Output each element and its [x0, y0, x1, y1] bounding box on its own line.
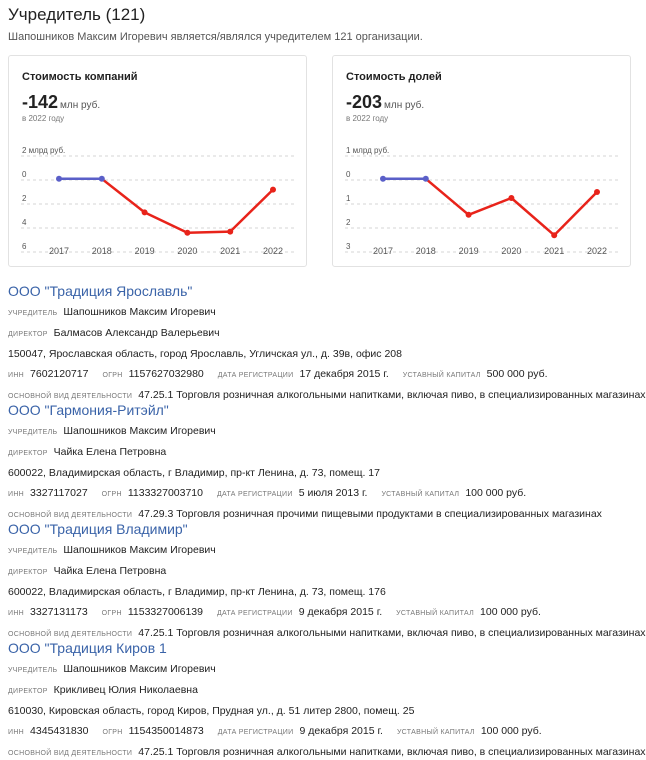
x-tick-label: 2022 — [262, 246, 284, 256]
org-reg-date: 9 декабря 2015 г. — [298, 606, 383, 618]
x-tick-label: 2020 — [501, 246, 522, 256]
data-point — [56, 176, 62, 182]
y-tick-label: 1 — [346, 194, 351, 203]
page-header — [8, 4, 638, 43]
data-point — [270, 187, 276, 193]
org-address: 600022, Владимирская область, г Владимир, пр-кт Ленина, д. 73, помещ. 17 — [8, 467, 380, 479]
ogrn-label: ОГРН — [101, 491, 122, 498]
y-tick-label: 2 млрд руб. — [22, 146, 66, 155]
card-title: Стоимость компаний — [22, 71, 138, 83]
org-founder-row — [8, 544, 644, 558]
org-address: 150047, Ярославская область, город Ярославль, Угличская ул., д. 39в, офис 208 — [8, 348, 402, 360]
org-address: 600022, Владимирская область, г Владимир, пр-кт Ленина, д. 73, помещ. 176 — [8, 586, 386, 598]
director-label: ДИРЕКТОР — [8, 450, 48, 457]
org-reg-date: 17 декабря 2015 г. — [299, 368, 389, 380]
org-name-link[interactable]: ООО "Гармония-Ритэйл" — [8, 402, 169, 418]
founder-label: УЧРЕДИТЕЛЬ — [8, 667, 58, 674]
org-card — [8, 283, 644, 403]
reg-date-label: ДАТА РЕГИСТРАЦИИ — [217, 372, 294, 379]
data-point — [594, 189, 600, 195]
series-line-segment — [187, 232, 230, 233]
org-director-row — [8, 446, 644, 460]
series-line-segment — [426, 179, 469, 215]
x-tick-label: 2019 — [458, 246, 479, 256]
capital-label: УСТАВНЫЙ КАПИТАЛ — [402, 372, 481, 379]
series-line-segment — [230, 190, 273, 232]
reg-date-label: ДАТА РЕГИСТРАЦИИ — [216, 491, 293, 498]
founder-label: УЧРЕДИТЕЛЬ — [8, 429, 58, 436]
director-label: ДИРЕКТОР — [8, 569, 48, 576]
x-tick-label: 2017 — [48, 246, 70, 256]
data-point — [184, 230, 190, 236]
org-founder[interactable]: Шапошников Максим Игоревич — [63, 306, 216, 318]
org-card — [8, 640, 644, 760]
y-tick-label: 0 — [22, 170, 27, 179]
page-subtitle: Шапошников Максим Игоревич является/являлся учредителем 121 организации. — [8, 31, 423, 43]
card-period: в 2022 году — [346, 114, 389, 123]
series-line-segment — [554, 192, 597, 235]
card-value-unit: млн руб. — [384, 100, 425, 111]
y-tick-label: 2 — [22, 194, 27, 203]
y-tick-label: 3 — [346, 242, 351, 251]
org-capital: 100 000 руб. — [480, 606, 541, 618]
inn-label: ИНН — [8, 610, 25, 617]
org-requisites-row — [8, 368, 644, 382]
x-tick-label: 2020 — [177, 246, 198, 256]
company-value-chart — [9, 56, 308, 268]
activity-label: ОСНОВНОЙ ВИД ДЕЯТЕЛЬНОСТИ — [8, 393, 133, 400]
org-founder-row — [8, 425, 644, 439]
org-activity: 47.25.1 Торговля розничная алкогольными напитками, включая пиво, в специализированных магазинах — [138, 389, 646, 401]
org-card — [8, 521, 644, 641]
inn-label: ИНН — [8, 372, 25, 379]
org-inn: 4345431830 — [30, 725, 89, 737]
org-activity-row — [8, 627, 644, 641]
activity-label: ОСНОВНОЙ ВИД ДЕЯТЕЛЬНОСТИ — [8, 750, 133, 757]
org-name-link[interactable]: ООО "Традиция Владимир" — [8, 521, 188, 537]
data-point — [508, 195, 514, 201]
org-reg-date: 9 декабря 2015 г. — [299, 725, 383, 737]
y-tick-label: 4 — [22, 218, 27, 227]
org-director[interactable]: Крикливец Юлия Николаевна — [53, 684, 198, 696]
org-card — [8, 402, 644, 522]
company-value-card — [8, 55, 307, 267]
org-activity-row — [8, 508, 644, 522]
series-line-segment — [469, 198, 512, 215]
inn-label: ИНН — [8, 491, 25, 498]
org-capital: 100 000 руб. — [480, 725, 542, 737]
founder-label: УЧРЕДИТЕЛЬ — [8, 310, 58, 317]
activity-label: ОСНОВНОЙ ВИД ДЕЯТЕЛЬНОСТИ — [8, 631, 133, 638]
org-activity-row — [8, 746, 644, 760]
capital-label: УСТАВНЫЙ КАПИТАЛ — [396, 610, 475, 617]
org-activity: 47.29.3 Торговля розничная прочими пищевыми продуктами в специализированных магазинах — [138, 508, 602, 520]
ogrn-label: ОГРН — [102, 372, 123, 379]
data-point — [227, 229, 233, 235]
director-label: ДИРЕКТОР — [8, 688, 48, 695]
org-founder-row — [8, 663, 644, 677]
org-address: 610030, Кировская область, город Киров, Прудная ул., д. 51 литер 2800, помещ. 25 — [8, 705, 415, 717]
org-founder-row — [8, 306, 644, 320]
org-activity: 47.25.1 Торговля розничная алкогольными напитками, включая пиво, в специализированных магазинах — [138, 627, 646, 639]
x-tick-label: 2022 — [586, 246, 608, 256]
inn-label: ИНН — [8, 729, 25, 736]
org-capital: 500 000 руб. — [486, 368, 548, 380]
org-requisites-row — [8, 606, 644, 620]
x-tick-label: 2018 — [91, 246, 112, 256]
x-tick-label: 2019 — [134, 246, 155, 256]
org-director[interactable]: Чайка Елена Петровна — [53, 446, 167, 458]
org-capital: 100 000 руб. — [465, 487, 527, 499]
card-value-number: -142 — [22, 92, 59, 112]
capital-label: УСТАВНЫЙ КАПИТАЛ — [396, 729, 475, 736]
org-name-link[interactable]: ООО "Традиция Ярославль" — [8, 283, 193, 299]
capital-label: УСТАВНЫЙ КАПИТАЛ — [381, 491, 460, 498]
activity-label: ОСНОВНОЙ ВИД ДЕЯТЕЛЬНОСТИ — [8, 512, 133, 519]
ogrn-label: ОГРН — [101, 610, 122, 617]
org-name-link[interactable]: ООО "Традиция Киров 1 — [8, 640, 167, 656]
y-tick-label: 1 млрд руб. — [346, 146, 390, 155]
org-founder[interactable]: Шапошников Максим Игоревич — [63, 544, 216, 556]
data-point — [380, 176, 386, 182]
org-ogrn: 1157627032980 — [128, 368, 204, 380]
data-point — [551, 232, 557, 238]
org-requisites-row — [8, 725, 644, 739]
org-director[interactable]: Чайка Елена Петровна — [53, 565, 167, 577]
card-value-unit: млн руб. — [60, 100, 101, 111]
org-founder[interactable]: Шапошников Максим Игоревич — [63, 663, 216, 675]
data-point — [142, 209, 148, 215]
org-inn: 3327117027 — [30, 487, 88, 499]
series-line-segment — [102, 179, 145, 213]
director-label: ДИРЕКТОР — [8, 331, 48, 338]
org-inn: 3327131173 — [30, 606, 88, 618]
y-tick-label: 6 — [22, 242, 27, 251]
y-tick-label: 2 — [346, 218, 351, 227]
org-ogrn: 1154350014873 — [128, 725, 204, 737]
y-tick-label: 0 — [346, 170, 351, 179]
org-requisites-row — [8, 487, 644, 501]
org-director-row — [8, 327, 644, 341]
reg-date-label: ДАТА РЕГИСТРАЦИИ — [216, 610, 293, 617]
x-tick-label: 2021 — [544, 246, 565, 256]
share-value-card — [332, 55, 631, 267]
card-title: Стоимость долей — [346, 71, 442, 83]
reg-date-label: ДАТА РЕГИСТРАЦИИ — [217, 729, 294, 736]
x-tick-label: 2021 — [220, 246, 241, 256]
card-period: в 2022 году — [22, 114, 65, 123]
org-ogrn: 1153327006139 — [127, 606, 203, 618]
data-point — [423, 176, 429, 182]
share-value-chart — [333, 56, 632, 268]
org-ogrn: 1133327003710 — [127, 487, 203, 499]
org-activity: 47.25.1 Торговля розничная алкогольными напитками, включая пиво, в специализированных магазинах — [138, 746, 646, 758]
org-director-row — [8, 684, 644, 698]
org-founder[interactable]: Шапошников Максим Игоревич — [63, 425, 216, 437]
series-line-segment — [145, 212, 188, 232]
founder-label: УЧРЕДИТЕЛЬ — [8, 548, 58, 555]
org-director-row — [8, 565, 644, 579]
ogrn-label: ОГРН — [102, 729, 123, 736]
org-reg-date: 5 июля 2013 г. — [298, 487, 368, 499]
org-inn: 7602120717 — [30, 368, 89, 380]
card-value-number: -203 — [346, 92, 383, 112]
data-point — [99, 176, 105, 182]
x-tick-label: 2017 — [372, 246, 394, 256]
data-point — [466, 212, 472, 218]
x-tick-label: 2018 — [415, 246, 436, 256]
page-title: Учредитель (121) — [8, 5, 146, 24]
org-activity-row — [8, 389, 644, 403]
org-director[interactable]: Балмасов Александр Валерьевич — [53, 327, 220, 339]
